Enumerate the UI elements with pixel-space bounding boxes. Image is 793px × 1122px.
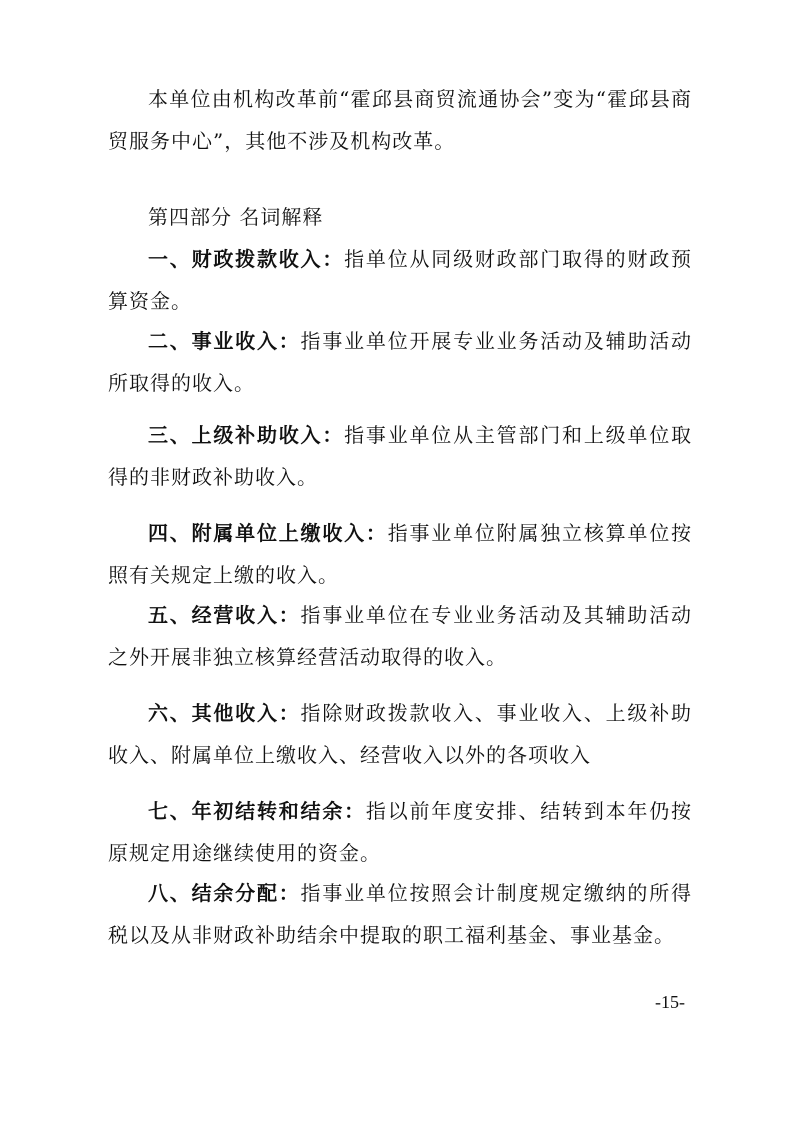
definition-text: 指事业单位在专业业务活动及其辅助活动之外开展非独立核算经营活动取得的收入。	[108, 603, 693, 669]
definition-term: 六、其他收入：	[148, 701, 301, 725]
page-number: -15-	[655, 992, 685, 1012]
definition-item	[108, 790, 692, 874]
definition-item	[108, 872, 692, 956]
definition-text: 指以前年度安排、结转到本年仍按原规定用途继续使用的资金。	[108, 799, 693, 865]
definition-text: 指事业单位开展专业业务活动及辅助活动所取得的收入。	[108, 329, 693, 395]
definition-item	[108, 414, 692, 498]
definition-text: 指事业单位从主管部门和上级单位取得的非财政补助收入。	[108, 423, 692, 489]
definition-term: 四、附属单位上缴收入：	[148, 521, 388, 545]
definition-item	[108, 238, 692, 322]
definition-text: 指事业单位附属独立核算单位按照有关规定上缴的收入。	[108, 521, 693, 587]
definition-text: 指除财政拨款收入、事业收入、上级补助收入、附属单位上缴收入、经营收入以外的各项收入	[108, 701, 693, 767]
definition-term: 二、事业收入：	[148, 329, 301, 353]
definition-term: 五、经营收入：	[148, 603, 301, 627]
definition-item	[108, 692, 692, 776]
definition-item	[108, 320, 692, 404]
section-title: 第四部分 名词解释	[148, 205, 324, 229]
definition-term: 一、财政拨款收入：	[148, 247, 345, 271]
intro-paragraph	[108, 78, 692, 162]
definition-term: 八、结余分配：	[148, 881, 301, 905]
intro-text: 本单位由机构改革前“霍邱县商贸流通协会”变为“霍邱县商贸服务中心”，其他不涉及机构改革。	[108, 87, 692, 153]
definition-term: 三、上级补助收入：	[148, 423, 345, 447]
definition-text: 指事业单位按照会计制度规定缴纳的所得税以及从非财政补助结余中提取的职工福利基金、事业基金。	[108, 881, 693, 947]
definition-term: 七、年初结转和结余：	[148, 799, 366, 823]
definition-item	[108, 512, 692, 596]
definition-item	[108, 594, 692, 678]
definition-text: 指单位从同级财政部门取得的财政预算资金。	[108, 247, 692, 313]
